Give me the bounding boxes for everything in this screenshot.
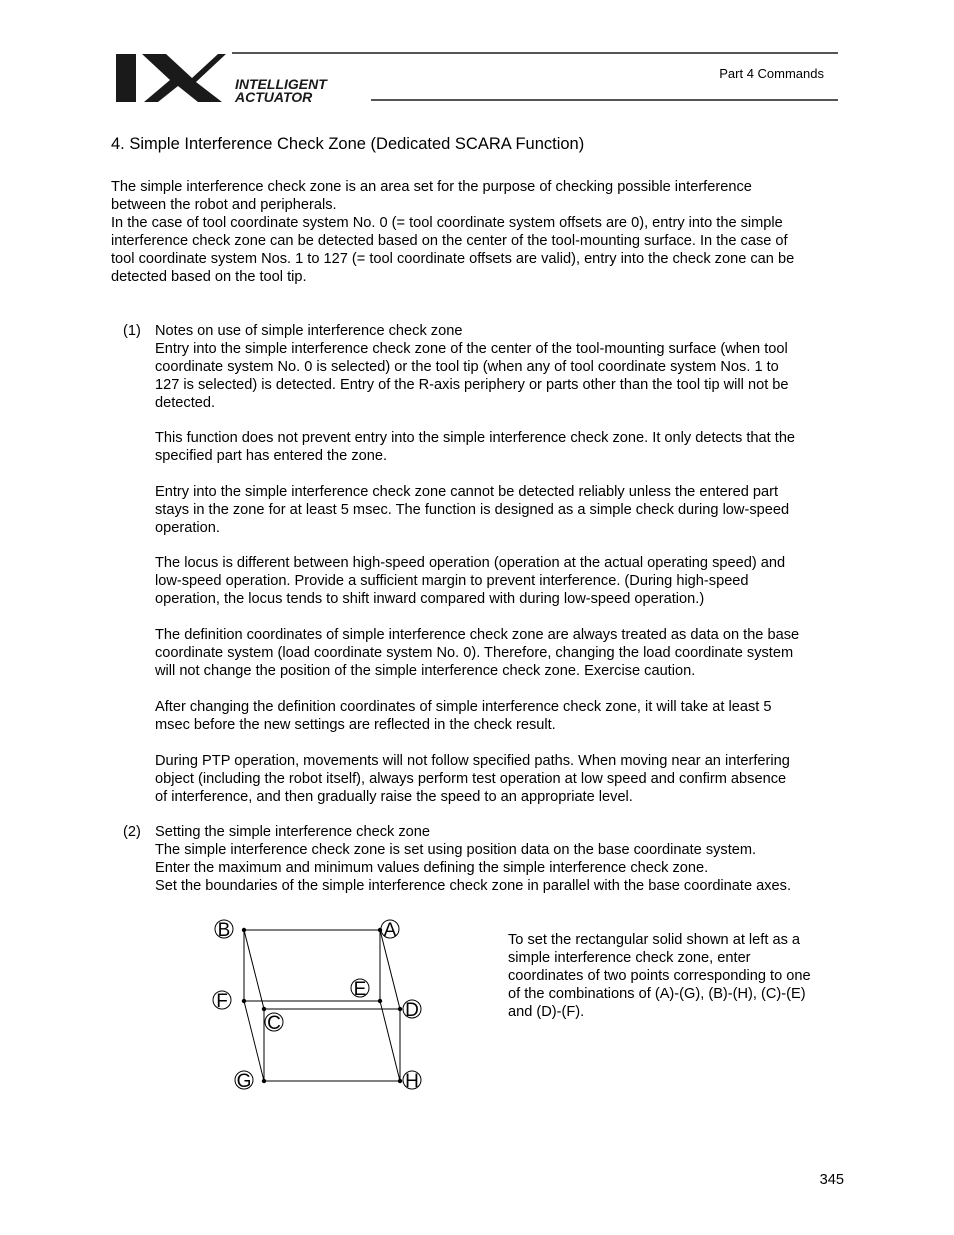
intro-line: In the case of tool coordinate system No. 0 (= tool coordinate system offsets are 0), entry into the simple — [111, 215, 783, 231]
item1-paragraph: This function does not prevent entry into the simple interference check zone. It only detects that the specified part has entered the zone. — [155, 430, 796, 464]
item1-heading: Notes on use of simple interference check zone — [155, 323, 463, 339]
item1-paragraph: The locus is different between high-speed operation (operation at the actual operating speed) and low-speed operation. Provide a sufficient margin to prevent interference. (During high-speed operation, the locus tends to shift inward compared with during low-speed operation.) — [155, 555, 786, 607]
label-h: H — [405, 1071, 419, 1092]
intro-line: detected based on the tool tip. — [111, 269, 307, 285]
item1-paragraph: The definition coordinates of simple interference check zone are always treated as data on the base coordinate system (load coordinate system No. 0). Therefore, changing the load coordinate system will not change the position of the simple interference check zone. Exercise caution. — [155, 627, 800, 679]
page-number: 345 — [819, 1172, 844, 1188]
intro-paragraph — [111, 178, 851, 286]
label-b: B — [217, 920, 231, 941]
intro-line: between the robot and peripherals. — [111, 197, 337, 213]
label-e: E — [353, 979, 367, 1000]
intro-line: The simple interference check zone is an area set for the purpose of checking possible interference — [111, 179, 752, 195]
label-f: F — [216, 991, 228, 1012]
item1-number: (1) — [123, 323, 141, 339]
item2-paragraph: The simple interference check zone is set using position data on the base coordinate system. Enter the maximum and minimum values defining the simple interference check zone. Set the boundaries of the simple interference check zone in parallel with the base coordinate axes. — [155, 842, 792, 894]
item1-paragraph: Entry into the simple interference check zone of the center of the tool-mounting surface (when tool coordinate system No. 0 is selected) or the tool tip (when any of tool coordinate system Nos. 1 to 127 is selected) is detected. Entry of the R-axis periphery or parts other than the tool tip will not be detected. — [155, 341, 789, 411]
diagram-note: To set the rectangular solid shown at left as a simple interference check zone, enter coordinates of two points corresponding to one of the combinations of (A)-(G), (B)-(H), (C)-(E) and (D)-(F). — [508, 932, 811, 1020]
item2-number: (2) — [123, 824, 141, 840]
label-a: A — [383, 920, 397, 941]
label-c: C — [267, 1013, 281, 1034]
label-g: G — [236, 1071, 252, 1092]
rectangular-solid-diagram — [205, 910, 435, 1100]
logo-line1: INTELLIGENT — [235, 76, 327, 92]
part-label: Part 4 Commands — [719, 66, 824, 81]
item1-paragraph: After changing the definition coordinates of simple interference check zone, it will take at least 5 msec before the new settings are reflected in the check result. — [155, 699, 772, 733]
item1-paragraph: Entry into the simple interference check zone cannot be detected reliably unless the entered part stays in the zone for at least 5 msec. The function is designed as a simple check during low-speed operation. — [155, 484, 790, 536]
header-rule-bottom — [371, 99, 838, 101]
intro-line: tool coordinate system Nos. 1 to 127 (= tool coordinate offsets are valid), entry into the check zone can be — [111, 251, 795, 267]
item1-paragraph: During PTP operation, movements will not follow specified paths. When moving near an interfering object (including the robot itself), always perform test operation at low speed and confirm absence of interference, and then gradually raise the speed to an appropriate level. — [155, 753, 790, 805]
intro-line: interference check zone can be detected based on the center of the tool-mounting surface. In the case of — [111, 233, 788, 249]
logo-line2: ACTUATOR — [235, 89, 313, 104]
item2-heading: Setting the simple interference check zone — [155, 824, 431, 840]
label-d: D — [405, 1000, 419, 1021]
header-rule-top — [232, 52, 838, 54]
section-title: 4. Simple Interference Check Zone (Dedicated SCARA Function) — [111, 135, 585, 153]
ix-logo — [114, 52, 396, 104]
